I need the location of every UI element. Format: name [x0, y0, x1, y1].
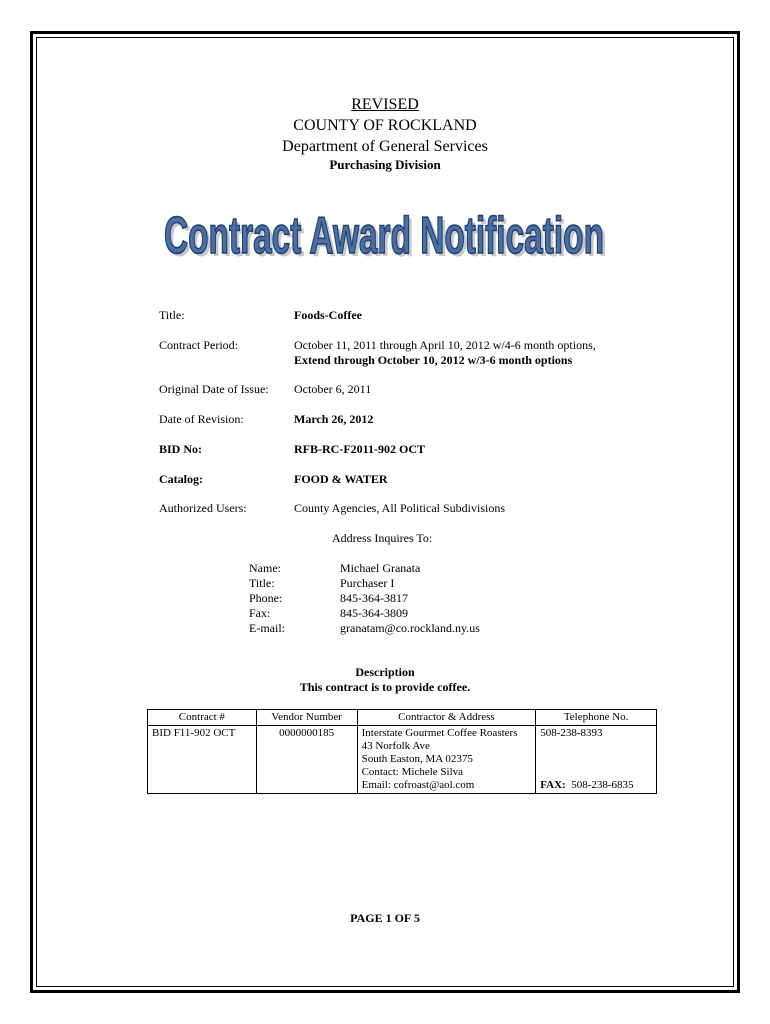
- contact-phone: 845-364-3817: [340, 591, 408, 605]
- contact-name: Michael Granata: [340, 561, 421, 575]
- cell-telephone: [536, 726, 657, 794]
- contractor-email: Email: cofroast@aol.com: [361, 779, 475, 791]
- cell-contract: BID F11-902 OCT: [148, 726, 257, 794]
- contact-phone-label: Phone:: [249, 591, 283, 605]
- header-contractor: Contractor & Address: [357, 710, 536, 726]
- original-date-value: October 6, 2011: [294, 382, 372, 396]
- division-heading: Purchasing Division: [329, 157, 441, 172]
- authorized-users-value: County Agencies, All Political Subdivisions: [294, 501, 506, 515]
- original-date-label: Original Date of Issue:: [159, 382, 269, 396]
- catalog-label: Catalog:: [159, 472, 203, 486]
- contract-period-label: Contract Period:: [159, 338, 238, 352]
- contract-period-value-1: October 11, 2011 through April 10, 2012 w/4-6 month options,: [294, 338, 596, 352]
- description-heading: Description: [355, 665, 415, 679]
- svg-text:Contract Award Notification: Contract Award Notification: [167, 210, 607, 268]
- title-value: Foods-Coffee: [294, 308, 362, 322]
- department-heading: Department of General Services: [282, 138, 488, 155]
- title-label: Title:: [159, 308, 185, 322]
- award-table: [147, 709, 657, 794]
- cell-contractor-address: [357, 726, 536, 794]
- contractor-name: Interstate Gourmet Coffee Roasters: [361, 727, 518, 739]
- contact-title: Purchaser I: [340, 576, 395, 590]
- contact-name-label: Name:: [249, 561, 281, 575]
- header-telephone: Telephone No.: [536, 710, 657, 726]
- table-row: [148, 726, 657, 794]
- bid-no-label: BID No:: [159, 442, 203, 456]
- contact-fax: 845-364-3809: [340, 606, 408, 620]
- fax-value: 508-238-6835: [571, 779, 634, 791]
- address-inquiries-heading: Address Inquires To:: [332, 531, 433, 545]
- banner-text: Contract Award Notification: [164, 207, 604, 265]
- description-text: This contract is to provide coffee.: [299, 680, 471, 694]
- header-vendor: Vendor Number: [256, 710, 357, 726]
- contact-email-label: E-mail:: [249, 621, 285, 635]
- contact-fax-label: Fax:: [249, 606, 271, 620]
- contact-email[interactable]: granatam@co.rockland.ny.us: [340, 621, 480, 635]
- contractor-street: 43 Norfolk Ave: [361, 740, 430, 752]
- contact-title-label: Title:: [249, 576, 275, 590]
- contract-award-banner: [155, 196, 615, 270]
- header-contract: Contract #: [148, 710, 257, 726]
- authorized-users-label: Authorized Users:: [159, 501, 247, 515]
- fax-label: FAX:: [540, 779, 566, 791]
- revision-date-value: March 26, 2012: [294, 412, 374, 426]
- fax-line: [540, 779, 652, 792]
- contractor-contact: Contact: Michele Silva: [361, 766, 464, 778]
- revision-date-label: Date of Revision:: [159, 412, 244, 426]
- county-heading: COUNTY OF ROCKLAND: [293, 117, 477, 134]
- award-table-header: [148, 710, 657, 726]
- revised-heading: REVISED: [351, 96, 419, 113]
- contract-period-value-2: Extend through October 10, 2012 w/3-6 month options: [294, 353, 573, 367]
- contractor-city: South Easton, MA 02375: [361, 753, 473, 765]
- catalog-value: FOOD & WATER: [294, 472, 388, 486]
- telephone-value: 508-238-8393: [540, 727, 603, 739]
- page-number: PAGE 1 OF 5: [350, 911, 420, 925]
- bid-no-value: RFB-RC-F2011-902 OCT: [294, 442, 425, 456]
- cell-vendor: 0000000185: [256, 726, 357, 794]
